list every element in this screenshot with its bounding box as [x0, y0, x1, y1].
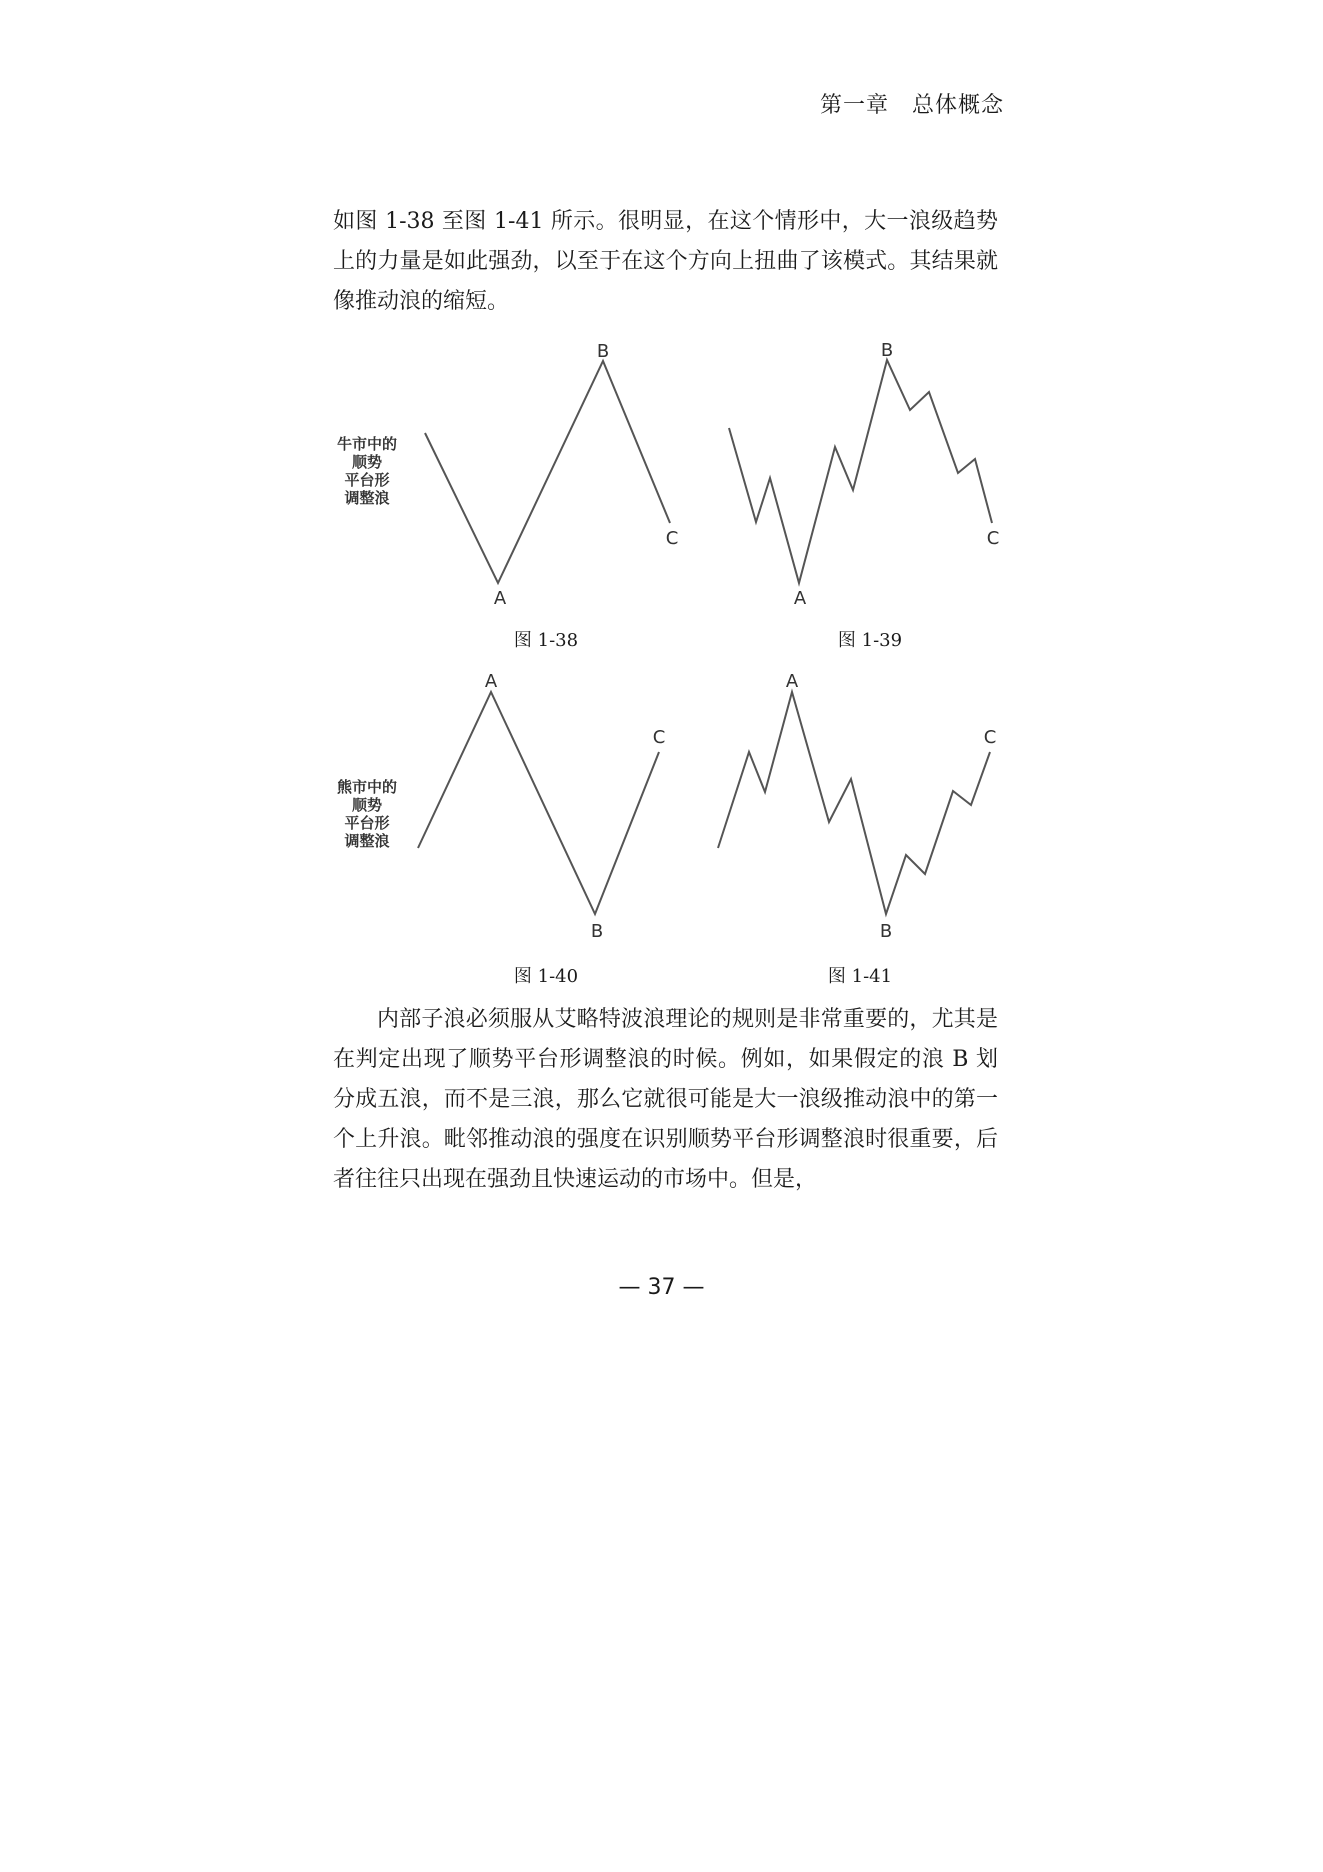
side-label-line: 顺势	[351, 453, 382, 471]
wave-line-1-41	[718, 692, 990, 914]
fig-1-38-label-a: A	[493, 588, 507, 609]
figure-1-38-diagram	[425, 361, 670, 583]
side-label-line: 调整浪	[344, 832, 390, 850]
fig-1-40-label-c: C	[652, 727, 666, 748]
fig-1-38-label-b: B	[596, 341, 610, 362]
wave-line-1-40	[418, 692, 659, 914]
fig-1-41-label-a: A	[785, 671, 799, 692]
chapter-header: 第一章 总体概念	[820, 93, 1005, 118]
side-label-line: 调整浪	[344, 489, 390, 507]
side-label-line: 平台形	[344, 471, 390, 489]
side-label-line: 牛市中的	[336, 435, 397, 453]
paragraph-body: 内部子浪必须服从艾略特波浪理论的规则是非常重要的，尤其是在判定出现了顺势平台形调整浪的时候。例如，如果假定的浪 B 划分成五浪，而不是三浪，那么它就很可能是大一浪级推动浪中的第一个上升浪。毗邻推动浪的强度在识别顺势平台形调整浪时很重要，后者往往只出现在强劲且快速运动的市场中。但是，	[333, 1007, 998, 1192]
wave-line-1-39	[729, 360, 992, 583]
page-number: — 37 —	[618, 1275, 705, 1300]
fig-1-38-label-c: C	[665, 528, 679, 549]
caption-fig-1-40: 图 1-40	[513, 966, 579, 987]
fig-1-40-label-b: B	[590, 921, 604, 942]
fig-1-39-label-c: C	[986, 528, 1000, 549]
figure-1-40-diagram	[418, 692, 659, 914]
fig-1-39-label-b: B	[880, 340, 894, 361]
caption-fig-1-39: 图 1-39	[837, 630, 903, 651]
caption-fig-1-41: 图 1-41	[827, 966, 893, 987]
figure-1-41-diagram	[718, 692, 990, 914]
figure-1-39-diagram	[729, 360, 992, 583]
side-label-line: 平台形	[344, 814, 390, 832]
fig-1-39-label-a: A	[793, 588, 807, 609]
fig-1-41-label-b: B	[879, 921, 893, 942]
fig-1-41-label-c: C	[983, 727, 997, 748]
side-label-line: 熊市中的	[336, 778, 397, 796]
paragraph-intro: 如图 1-38 至图 1-41 所示。很明显，在这个情形中，大一浪级趋势上的力量是如此强劲，以至于在这个方向上扭曲了该模式。其结果就像推动浪的缩短。	[333, 209, 998, 314]
fig-1-40-label-a: A	[484, 671, 498, 692]
caption-fig-1-38: 图 1-38	[513, 630, 579, 651]
wave-line-1-38	[425, 361, 670, 583]
side-label-line: 顺势	[351, 796, 382, 814]
